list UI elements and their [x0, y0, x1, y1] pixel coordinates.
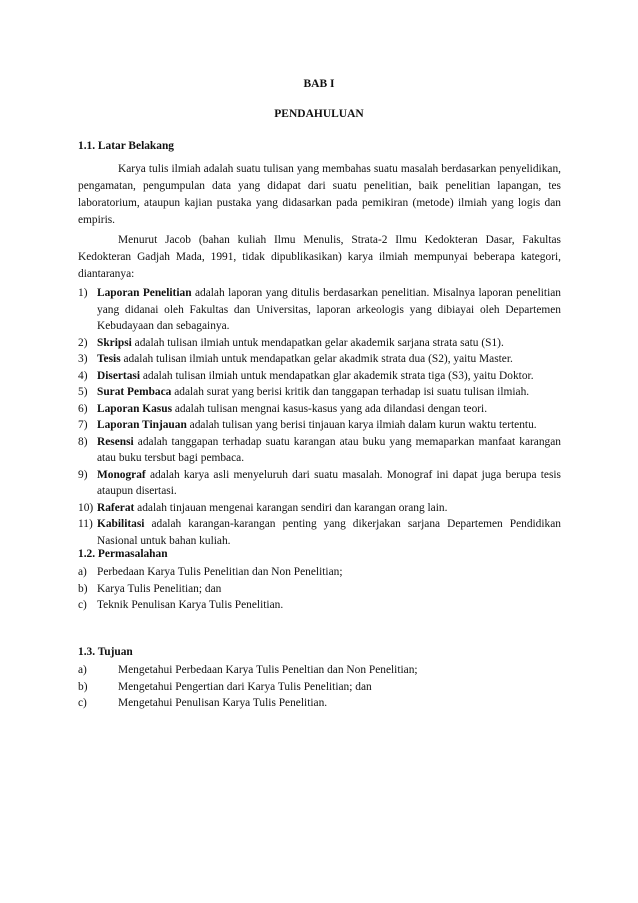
- problem-list: [78, 564, 561, 614]
- paragraph-definition-text: Karya tulis ilmiah adalah suatu tulisan yang membahas suatu masalah berdasarkan penyelidikan, pengamatan, pengumpulan data yang didapat dari suatu penelitian, baik penelitian lapangan, tes laboratorium, ataupun kajian pustaka yang didasarkan pada pemikiran (metode) ilmiah yang logis dan empiris.: [78, 163, 561, 226]
- list-item: c) Mengetahui Penulisan Karya Tulis Penelitian.: [78, 697, 328, 709]
- section-heading-permasalahan: 1.2. Permasalahan: [78, 548, 168, 560]
- list-item: 11) Kabilitasi adalah karangan-karangan penting yang dikerjakan sarjana Departemen Pendidikan Nasional untuk bahan kuliah.: [78, 518, 561, 547]
- list-item: b) Mengetahui Pengertian dari Karya Tulis Penelitian; dan: [78, 680, 372, 693]
- list-item: 8) Resensi adalah tanggapan terhadap suatu karangan atau buku yang memaparkan manfaat karangan atau buku tersbut bagi pembaca.: [78, 435, 561, 464]
- section-heading-tujuan: 1.3. Tujuan: [78, 646, 133, 658]
- list-item: 3) Tesis adalah tulisan ilmiah untuk mendapatkan gelar akadmik strata dua (S2), yaitu Master.: [78, 353, 513, 365]
- list-item: c) Teknik Penulisan Karya Tulis Penelitian.: [78, 599, 284, 611]
- list-item: 1) Laporan Penelitian adalah laporan yang ditulis berdasarkan penelitian. Misalnya laporan penelitian yang didanai oleh Fakultas dan Universitas, laporan arkeologis yang dibiayai oleh Departemen Kebudayaan dan sebagainya.: [78, 287, 561, 332]
- list-item: 2) Skripsi adalah tulisan ilmiah untuk mendapatkan gelar akademik sarjana strata satu (S1).: [78, 336, 504, 349]
- paragraph-jacob-text: Menurut Jacob (bahan kuliah Ilmu Menulis, Strata-2 Ilmu Kedokteran Dasar, Fakultas Kedokteran Gadjah Mada, 1991, tidak dipublikasikan) karya ilmiah mempunyai beberapa kategori, diantaranya:: [78, 234, 561, 280]
- list-item: 5) Surat Pembaca adalah surat yang berisi kritik dan tanggapan terhadap isi suatu tulisan ilmiah.: [78, 386, 530, 398]
- list-item: a) Perbedaan Karya Tulis Penelitian dan Non Penelitian;: [78, 566, 343, 578]
- section-heading-latar-belakang: 1.1. Latar Belakang: [78, 140, 174, 152]
- list-item: 7) Laporan Tinjauan adalah tulisan yang berisi tinjauan karya ilmiah dalam kurun waktu tertentu.: [78, 419, 537, 431]
- list-item: 9) Monograf adalah karya asli menyeluruh dari suatu masalah. Monograf ini dapat juga berupa tesis ataupun disertasi.: [78, 468, 561, 497]
- list-item: 10) Raferat adalah tinjauan mengenai karangan sendiri dan karangan orang lain.: [78, 501, 448, 514]
- goal-list: [78, 662, 561, 712]
- paragraph-definition: [78, 161, 561, 229]
- list-item: 6) Laporan Kasus adalah tulisan mengnai kasus-kasus yang ada dilandasi dengan teori.: [78, 402, 488, 415]
- list-item: 4) Disertasi adalah tulisan ilmiah untuk mendapatkan glar akademik strata tiga (S3), yaitu Doktor.: [78, 369, 534, 382]
- category-list: [78, 285, 561, 549]
- chapter-number: BAB I: [303, 78, 335, 90]
- list-item: b) Karya Tulis Penelitian; dan: [78, 582, 222, 595]
- list-item: a) Mengetahui Perbedaan Karya Tulis Peneltian dan Non Penelitian;: [78, 664, 418, 676]
- chapter-title: PENDAHULUAN: [274, 108, 364, 120]
- paragraph-jacob: [78, 232, 561, 283]
